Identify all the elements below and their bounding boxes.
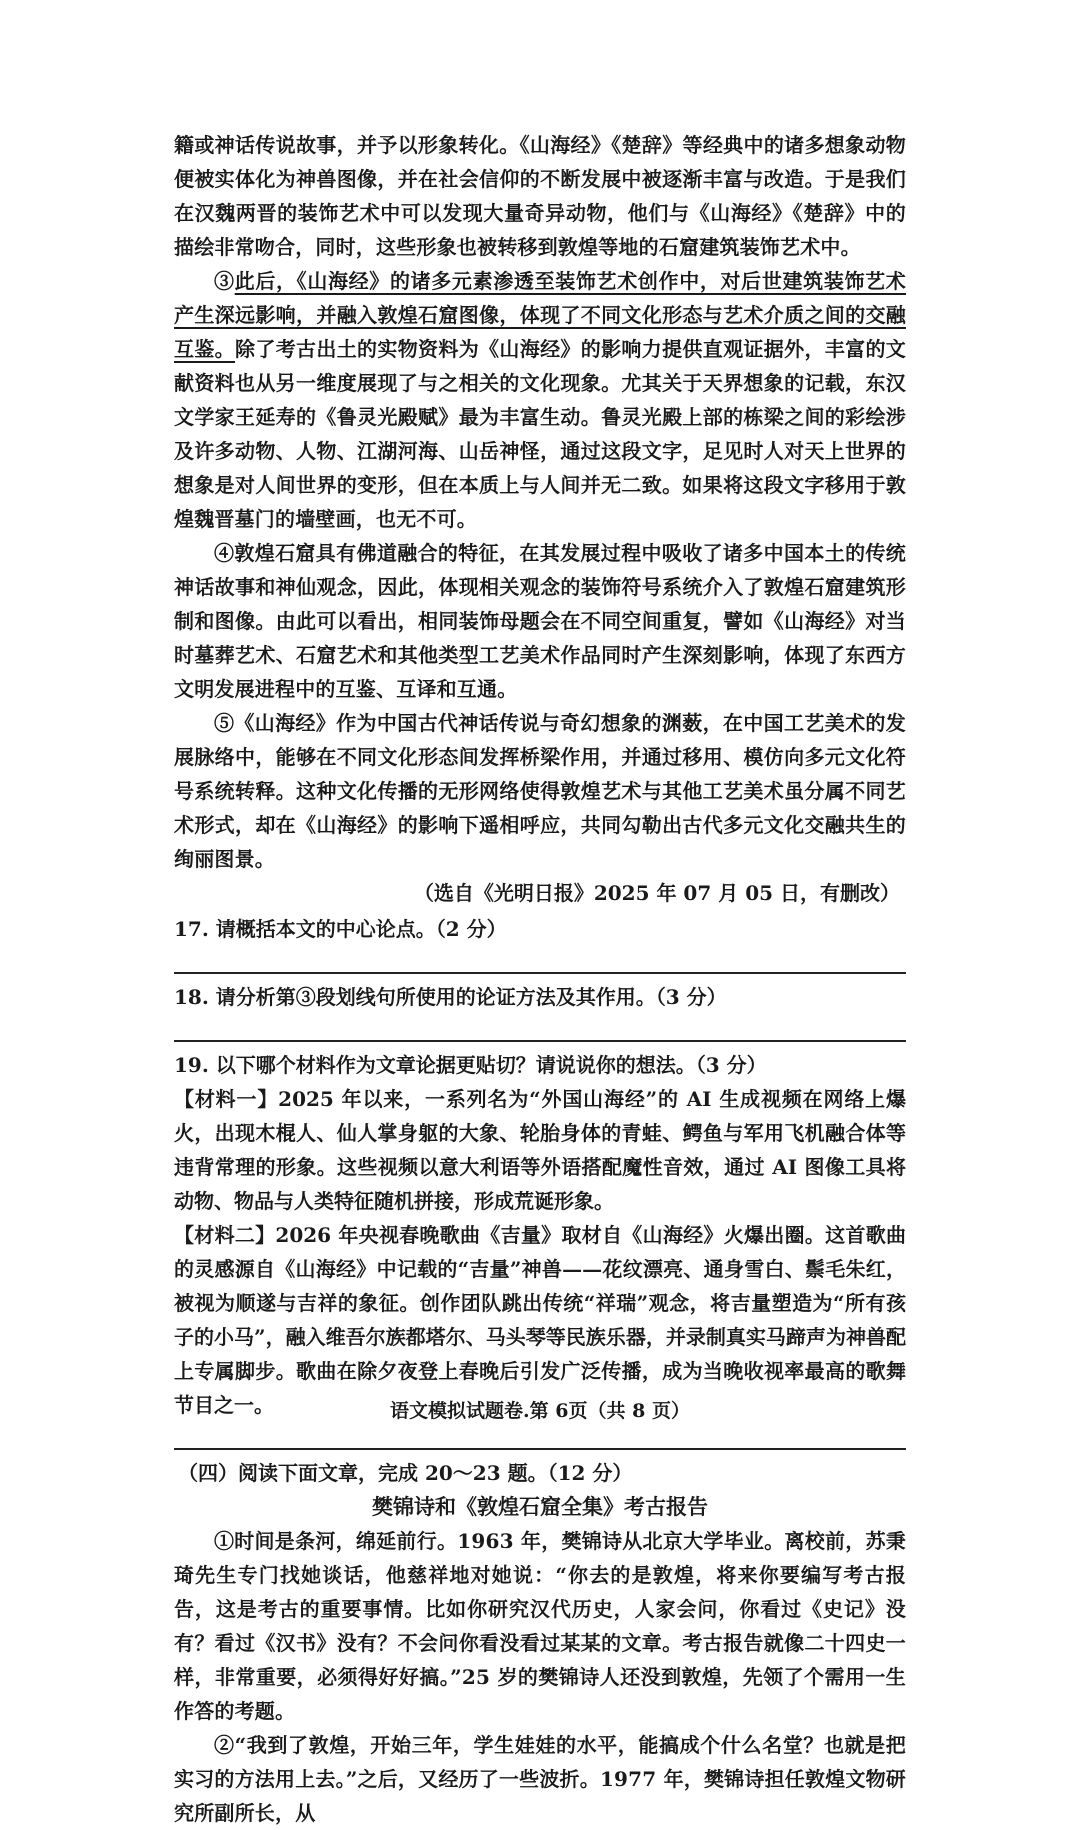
- question-19: 19. 以下哪个材料作为文章论据更贴切？请说说你的想法。（3 分）: [174, 1053, 767, 1077]
- underlined-sentence: 此后，《山海经》的诸多元素渗透至装饰艺术创作中，对后世建筑装饰艺术产生深远影响，并融入敦煌石窟图像，体现了不同文化形态与艺术介质之间的交融互鉴。: [174, 269, 906, 361]
- section-4-paragraph-1: ①时间是条河，绵延前行。1963 年，樊锦诗从北京大学毕业。离校前，苏秉琦先生专门找她谈话，他慈祥地对她说：“你去的是敦煌，将来你要编写考古报告，这是考古的重要事情。比如你研究汉代历史，人家会问，你看过《史记》没有？看过《汉书》没有？不会问你看没看过某某的文章。考古报告就像二十四史一样，非常重要，必须得好好搞。”25 岁的樊锦诗人还没到敦煌，先领了个需用一生作答的考题。: [174, 1529, 906, 1723]
- paragraph-3-rest: 除了考古出土的实物资料为《山海经》的影响力提供直观证据外，丰富的文献资料也从另一维度展现了与之相关的文化现象。尤其关于天界想象的记载，东汉文学家王延寿的《鲁灵光殿赋》最为丰富生动。鲁灵光殿上部的栋梁之间的彩绘涉及许多动物、人物、江湖河海、山岳神怪，通过这段文字，足见时人对天上世界的想象是对人间世界的变形，但在本质上与人间并无二致。如果将这段文字移用于敦煌魏晋墓门的墙壁画，也无不可。: [174, 337, 906, 531]
- paragraph-continued: 籍或神话传说故事，并予以形象转化。《山海经》《楚辞》等经典中的诸多想象动物便被实体化为神兽图像，并在社会信仰的不断发展中被逐渐丰富与改造。于是我们在汉魏两晋的装饰艺术中可以发现大量奇异动物，他们与《山海经》《楚辞》中的描绘非常吻合，同时，这些形象也被转移到敦煌等地的石窟建筑装饰艺术中。: [174, 133, 906, 259]
- question-17: 17. 请概括本文的中心论点。（2 分）: [174, 917, 507, 941]
- answer-line-18[interactable]: [174, 1014, 906, 1042]
- paragraph-3: [174, 264, 906, 536]
- question-18: 18. 请分析第③段划线句所使用的论证方法及其作用。（3 分）: [174, 985, 727, 1009]
- answer-line-19[interactable]: [174, 1422, 906, 1450]
- article-title: 樊锦诗和《敦煌石窟全集》考古报告: [372, 1494, 708, 1519]
- article-source: （选自《光明日报》2025 年 07 月 05 日，有删改）: [413, 881, 900, 905]
- paragraph-3-number: ③: [214, 269, 235, 293]
- page-footer: 语文模拟试题卷.第 6页（共 8 页）: [390, 1400, 690, 1422]
- material-1: 【材料一】2025 年以来，一系列名为“外国山海经”的 AI 生成视频在网络上爆火，出现木棍人、仙人掌身躯的大象、轮胎身体的青蛙、鳄鱼与军用飞机融合体等违背常理的形象。这些视频以意大利语等外语搭配魔性音效，通过 AI 图像工具将动物、物品与人类特征随机拼接，形成荒诞形象。: [174, 1087, 906, 1213]
- paragraph-4: ④敦煌石窟具有佛道融合的特征，在其发展过程中吸收了诸多中国本土的传统神话故事和神仙观念，因此，体现相关观念的装饰符号系统介入了敦煌石窟建筑形制和图像。由此可以看出，相同装饰母题会在不同空间重复，譬如《山海经》对当时墓葬艺术、石窟艺术和其他类型工艺美术作品同时产生深刻影响，体现了东西方文明发展进程中的互鉴、互译和互通。: [174, 541, 906, 701]
- section-4-heading: （四）阅读下面文章，完成 20～23 题。（12 分）: [178, 1461, 633, 1485]
- section-4-paragraph-2: ②“我到了敦煌，开始三年，学生娃娃的水平，能搞成个什么名堂？也就是把实习的方法用上去。”之后，又经历了一些波折。1977 年，樊锦诗担任敦煌文物研究所副所长，从: [174, 1733, 906, 1825]
- material-2: 【材料二】2026 年央视春晚歌曲《吉量》取材自《山海经》火爆出圈。这首歌曲的灵感源自《山海经》中记载的“吉量”神兽——花纹漂亮、通身雪白、鬃毛朱红，被视为顺遂与吉祥的象征。创作团队跳出传统“祥瑞”观念，将吉量塑造为“所有孩子的小马”，融入维吾尔族都塔尔、马头琴等民族乐器，并录制真实马蹄声为神兽配上专属脚步。歌曲在除夕夜登上春晚后引发广泛传播，成为当晚收视率最高的歌舞节目之一。: [174, 1223, 906, 1417]
- answer-line-17[interactable]: [174, 946, 906, 974]
- paragraph-5: ⑤《山海经》作为中国古代神话传说与奇幻想象的渊薮，在中国工艺美术的发展脉络中，能够在不同文化形态间发挥桥梁作用，并通过移用、模仿向多元文化符号系统转释。这种文化传播的无形网络使得敦煌艺术与其他工艺美术虽分属不同艺术形式，却在《山海经》的影响下遥相呼应，共同勾勒出古代多元文化交融共生的绚丽图景。: [174, 711, 906, 871]
